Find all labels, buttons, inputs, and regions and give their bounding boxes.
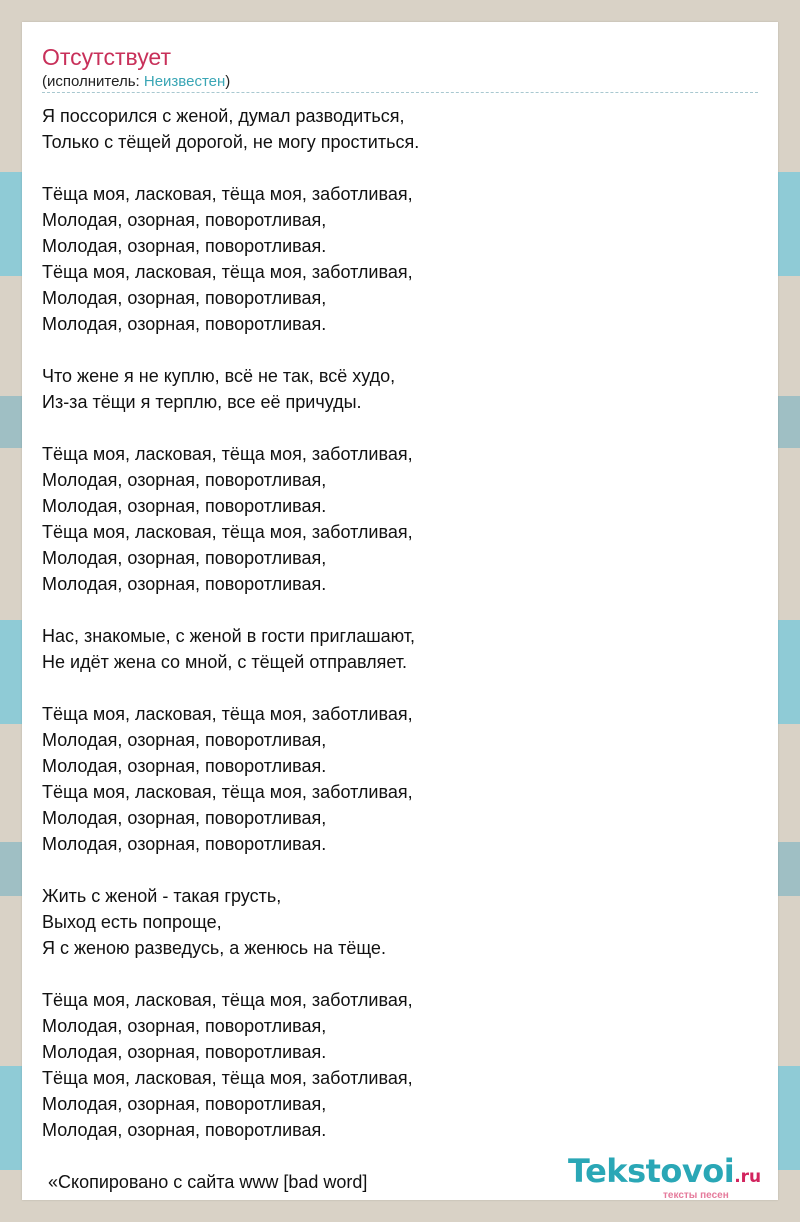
stanza [42,441,758,597]
lyric-line: Что жене я не куплю, всё не так, всё худо, [42,366,396,386]
lyric-line: Молодая, озорная, поворотливая. [42,496,327,516]
performer-suffix: ) [225,73,231,90]
performer-line [42,73,230,90]
performer-prefix: (исполнитель: [42,73,144,90]
lyrics-card [22,22,778,1200]
lyric-line: Тёща моя, ласковая, тёща моя, заботливая, [42,782,413,802]
stanza [42,701,758,857]
lyric-line: Выход есть попроще, [42,912,222,932]
logo-subtitle: тексты песен [663,1190,729,1201]
stanza [42,181,758,337]
song-title: Отсутствует [42,44,171,70]
lyric-line: Молодая, озорная, поворотливая. [42,1042,327,1062]
lyric-line: Я поссорился с женой, думал разводиться, [42,106,405,126]
site-logo[interactable] [568,1152,798,1200]
logo-name: Tekstovoi [568,1152,735,1190]
lyric-line: Молодая, озорная, поворотливая. [42,574,327,594]
lyric-line: Тёща моя, ласковая, тёща моя, заботливая, [42,990,413,1010]
lyric-line: Молодая, озорная, поворотливая, [42,288,327,308]
lyric-line: Тёща моя, ласковая, тёща моя, заботливая, [42,704,413,724]
lyric-line: Молодая, озорная, поворотливая. [42,236,327,256]
copyright-notice: «Скопировано с сайта www [bad word] [48,1172,368,1192]
lyric-line: Тёща моя, ласковая, тёща моя, заботливая, [42,444,413,464]
lyric-line: Молодая, озорная, поворотливая. [42,834,327,854]
lyric-line: Из-за тёщи я терплю, все её причуды. [42,392,362,412]
lyric-line: Тёща моя, ласковая, тёща моя, заботливая, [42,1068,413,1088]
lyric-line: Молодая, озорная, поворотливая, [42,470,327,490]
lyric-line: Нас, знакомые, с женой в гости приглашают, [42,626,416,646]
title-divider [42,92,758,93]
lyric-line: Молодая, озорная, поворотливая, [42,1016,327,1036]
stanza [42,883,758,961]
lyric-line: Молодая, озорная, поворотливая, [42,808,327,828]
stanza [42,363,758,415]
lyric-line: Молодая, озорная, поворотливая. [42,314,327,334]
lyric-line: Молодая, озорная, поворотливая, [42,210,327,230]
stanza [42,103,758,155]
lyric-line: Молодая, озорная, поворотливая. [42,756,327,776]
logo-domain: .ru [734,1167,762,1187]
lyric-line: Тёща моя, ласковая, тёща моя, заботливая, [42,522,413,542]
artist-link[interactable]: Неизвестен [143,73,226,90]
lyric-line: Молодая, озорная, поворотливая, [42,548,327,568]
lyric-line: Жить с женой - такая грусть, [42,886,282,906]
lyrics-text [42,103,758,1195]
lyric-line: Я с женою разведусь, а женюсь на тёще. [42,938,386,958]
lyric-line: Молодая, озорная, поворотливая. [42,1120,327,1140]
lyric-line: Тёща моя, ласковая, тёща моя, заботливая, [42,184,413,204]
stanza [42,987,758,1143]
lyric-line: Не идёт жена со мной, с тёщей отправляет. [42,652,408,672]
lyric-line: Молодая, озорная, поворотливая, [42,730,327,750]
stanza [42,623,758,675]
lyric-line: Только с тёщей дорогой, не могу проститься. [42,132,420,152]
lyric-line: Молодая, озорная, поворотливая, [42,1094,327,1114]
lyric-line: Тёща моя, ласковая, тёща моя, заботливая, [42,262,413,282]
